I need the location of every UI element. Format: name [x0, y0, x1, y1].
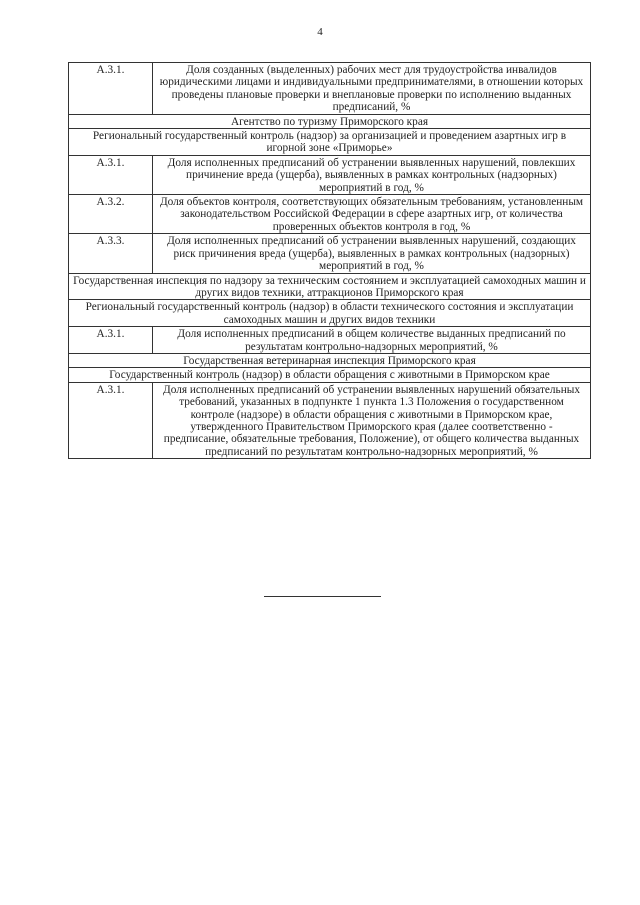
table-row	[69, 155, 591, 194]
indicator-text: Доля исполненных предписаний об устранении выявленных нарушений обязательных требований, указанных в подпункте 1 пункта 1.3 Положения о государственном контроле (надзоре) в области обращения с животными в Приморском крае, утвержденного Правительством Приморского края (далее соответственно - предписание, обязательные требования, Положение), от общего количества выданных предписаний по результатам контрольно-надзорных мероприятий, %	[153, 382, 591, 458]
indicator-text: Доля объектов контроля, соответствующих обязательным требованиям, установленным законодательством Российской Федерации в сфере азартных игр, от количества проверенных объектов контроля в год, %	[153, 195, 591, 234]
section-heading: Государственный контроль (надзор) в области обращения с животными в Приморском крае	[69, 368, 591, 382]
indicator-code: А.3.1.	[69, 382, 153, 458]
indicators-table	[68, 62, 591, 459]
indicator-text: Доля исполненных предписаний об устранении выявленных нарушений, создающих риск причинения вреда (ущерба), выявленных в рамках контрольных (надзорных) мероприятий в год, %	[153, 234, 591, 273]
indicator-code: А.3.3.	[69, 234, 153, 273]
section-row	[69, 300, 591, 327]
indicator-code: А.3.2.	[69, 195, 153, 234]
section-row	[69, 353, 591, 367]
section-row	[69, 368, 591, 382]
section-row	[69, 114, 591, 128]
end-of-document-divider	[264, 596, 381, 597]
section-row	[69, 129, 591, 156]
section-heading: Региональный государственный контроль (надзор) в области технического состояния и эксплуатации самоходных машин и других видов техники	[69, 300, 591, 327]
section-heading: Государственная инспекция по надзору за техническим состоянием и эксплуатацией самоходных машин и других видов техники, аттракционов Приморского края	[69, 273, 591, 300]
table-row	[69, 327, 591, 354]
indicator-code: А.3.1.	[69, 327, 153, 354]
section-heading: Агентство по туризму Приморского края	[69, 114, 591, 128]
page-number: 4	[317, 26, 323, 38]
indicator-text: Доля исполненных предписаний об устранении выявленных нарушений, повлекших причинение вреда (ущерба), выявленных в рамках контрольных (надзорных) мероприятий в год, %	[153, 155, 591, 194]
table-row	[69, 63, 591, 115]
indicator-code: А.3.1.	[69, 63, 153, 115]
indicator-code: А.3.1.	[69, 155, 153, 194]
table-row	[69, 234, 591, 273]
section-heading: Региональный государственный контроль (надзор) за организацией и проведением азартных игр в игорной зоне «Приморье»	[69, 129, 591, 156]
section-row	[69, 273, 591, 300]
indicator-text: Доля созданных (выделенных) рабочих мест для трудоустройства инвалидов юридическими лицами и индивидуальными предпринимателями, в отношении которых проведены плановые проверки и внеплановые проверки по исполнению выданных предписаний, %	[153, 63, 591, 115]
table-row	[69, 195, 591, 234]
section-heading: Государственная ветеринарная инспекция Приморского края	[69, 353, 591, 367]
indicator-text: Доля исполненных предписаний в общем количестве выданных предписаний по результатам контрольно-надзорных мероприятий, %	[153, 327, 591, 354]
table-row	[69, 382, 591, 458]
